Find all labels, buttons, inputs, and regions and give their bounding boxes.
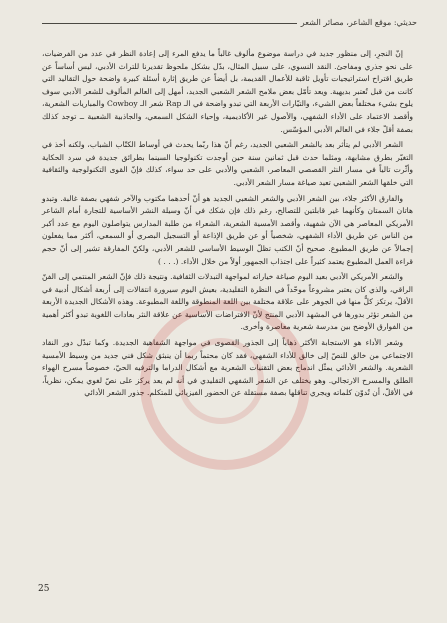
body-text xyxy=(42,48,413,403)
paragraph: والفارق الأكثر جلاء، بين الشعر الأدبي والشعر الشعبي الجديد هو أنّ أحدهما مكتوب والآخر شفهي بصفة غالبة. وتبدو هاتان السمتان وكأنهما غير قابلتين للتصالح، رغم ذلك فإن شكك في أنّ وسيلة النشر الأساسية للتجارة أمام الشاعر الأمريكي المعاصر هي الآن شفهية، وأقصد الأمسية الشعرية، الشعراء من طلبة المدارس يتواصلون اليوم مع عدد أكبر من الناس عن طريق الأداء الشفهي، شخصياً أو عن طريق الإذاعة أو التسجيل البصري أو السمعي، أكثر مما يفعلون إجمالاً عن طريق المطبوع. صحيح أنّ الكتب تظلّ الوسيط الأساسي للشعر الأدبي، ولكنّ المفارقة تشير إلى أنّ حجم قراءة العمل المطبوع يعتمد كثيراً على اجتذاب الجمهور أولاً من خلال الأداء. (. . . ) xyxy=(42,193,413,266)
header-rule xyxy=(42,23,297,24)
paragraph: والشعر الأمريكي الأدبي بعيد اليوم صياغة خياراته لمواجهة التبدلات الثقافية. ونتيجة ذلك فإنّ الشعر المنتمي إلى الفنّ الراقي، والذي كان يعتبر مشروعاً موحّداً في النظرة التقليدية، بعيش اليوم سيرورة انتقالات إلى أربعة أشكال أدبية في الأقلّ، يرتكز كلٌّ منها في الجوهر على علاقة مختلفة بين اللغة المنطوقة واللغة المطبوعة. وهذه الأشكال الجديدة الأربعة من الشعر تؤثر بدورها في المشهد الأدبي المنتج لأنّ الافتراضات الأساسية عن علاقة النثر بعادات اللغوية تبدو أكثر أهمية من الفوارق الأوضح بين مدرسة شعرية معاصرة وأخرى. xyxy=(42,272,413,332)
paragraph: إنّ النجرِ، إلى منظور جديد في دراسة موضوع مألوف غالباً ما يدفع المرء إلى إعادة النظر في عدد من الفرضيات، على نحو جذري ومفاجئ. النقد النسوي، على سبيل المثال، بدّل بشكل ملحوظ تقديرنا للتراث الأدبي، ليس أساساً عن طريق اقتراح استراتيجيات تأويل ثاقبة للأعمال القديمة، بل أيضاً عن طريق إثارة أسئلة كبيرة واضحة حول التقاليد التي كانت من قبل تُعتبر بديهية. ويعد تأمّل بعض ملامح الشعر الشعبي الجديد، أمهل إلى العالم المألوف للشعر الأدبي سوف يلوح بشيء مختلفاً بعض الشيء، والتيّارات الأربعة التي تبدو واضحة في الـ Rap شعر الـ Cowboy والمباريات الشعرية، وأقصد الاعتماد على الأداء الشفهي، والأصول غير الأكاديمية، وإحياء الشكل السمعي، والجاذبية الشعبية ــ توجد كذلك بصفة أقلّ جلاء في العالم الأدبي المؤسّس. xyxy=(42,49,414,134)
paragraph: الشعر الأدبي لم يتأثر بعد بالشعر الشعبي الجديد، رغم أنّ هذا ربّما يحدث في أوساط الكتّاب الشباب، ولكنه أخذ في التغيّر بطرق مشابهة، ومثلما حدث قبل ثمانين سنة حين أوجدت تكنولوجيا السينما بطرائق جديدة في سرد الحكاية وأثّرت تالياً في مسار النثر القصصي المعاصر، الشعبي والأدبي على حد سواء، كذلك فإنّ القوى التكنولوجية والثقافية التي خلقها الشعر الشعبي تعيد صياغة مسار الشعر الأدبي. xyxy=(42,140,413,187)
running-header xyxy=(42,18,417,27)
paragraph: وشعر الأداء هو الاستجابة الأكثر ذهاباً إلى الجذور القصوى في مواجهة الشفاهية الجديدة. وكما تبدّل دور النقاد الاجتماعي من خالق للنصّ إلى خالق للأداء الشفهي، فقد كان محتماً ربما أن ينبثق شكل فني جديد من وسيط الأمسية الشعرية. والشعر الأدائي يمثّل اندماج بعض التقنيات الشعرية مع أشكال الدراما والترفيه الحيّ، خصوصاً مسرح الهواء الطلق والمسرح الارتجالي. وهو يختلف عن الشعر الشفهي التقليدي في أنه لم يعد يركز على نصّ لغوي يمكن، نظرياً، في الأقلّ، أن تُدوّن كلماته ويجري تناقلها بصفة مستقلة عن الحضور الفيزيائي للمتكلم. جذور الشعر الأدائي xyxy=(42,338,413,398)
running-header-title: حديثي: موقع الشاعر، مصائر الشعر xyxy=(300,18,417,27)
page-number: 25 xyxy=(38,584,50,594)
